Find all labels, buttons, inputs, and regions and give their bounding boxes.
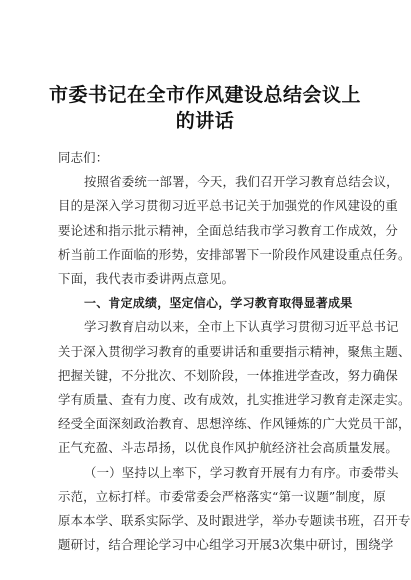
body-text-line: 按照省委统一部署，今天，我们召开学习教育总结会议， <box>84 174 399 190</box>
document-title <box>40 82 370 134</box>
body-text-line: 学有质量、查有力度、改有成效，扎实推进学习教育走深走实。 <box>58 392 411 408</box>
body-text-line: 题研讨，结合理论学习中心组学习开展3次集中研讨，围绕学 <box>58 537 394 553</box>
section-heading: 一、肯定成绩，坚定信心，学习教育取得显著成果 <box>84 296 353 311</box>
body-text-line: 示范，立标打样。市委常委会严格落实“第一议题”制度，原 <box>58 488 386 504</box>
body-text-line: 要论述和指示批示精神，全面总结我市学习教育工作成效，分 <box>58 222 398 238</box>
body-text-line: 原本本学、联系实际学、及时跟进学，举办专题读书班，召开专 <box>58 513 411 529</box>
body-text-line: 目的是深入学习贯彻习近平总书记关于加强党的作风建设的重 <box>58 198 398 214</box>
body-text-line: 下面，我代表市委讲两点意见。 <box>58 271 235 287</box>
body-text-line: （一）坚持以上率下，学习教育开展有力有序。市委带头 <box>84 464 399 480</box>
body-text-line: 经受全面深刻政治教育、思想淬练、作风锤炼的广大党员干部， <box>58 416 411 432</box>
document-body <box>58 146 411 557</box>
body-text-line: 析当前工作面临的形势，安排部署下一阶段作风建设重点任务。 <box>58 246 411 262</box>
title-line: 市委书记在全市作风建设总结会议上 <box>48 84 361 106</box>
body-text-line: 关于深入贯彻学习教育的重要讲话和重要指示精神，聚焦主题、 <box>58 343 411 359</box>
body-text-line: 正气充盈、斗志昂扬，以优良作风护航经济社会高质量发展。 <box>58 440 398 456</box>
body-text-line: 同志们： <box>58 150 109 165</box>
title-line: 的讲话 <box>175 110 235 132</box>
body-text-line: 学习教育启动以来，全市上下认真学习贯彻习近平总书记 <box>84 319 399 335</box>
body-text-line: 把握关键，不分批次、不划阶段，一体推进学查改，努力确保 <box>58 367 398 383</box>
